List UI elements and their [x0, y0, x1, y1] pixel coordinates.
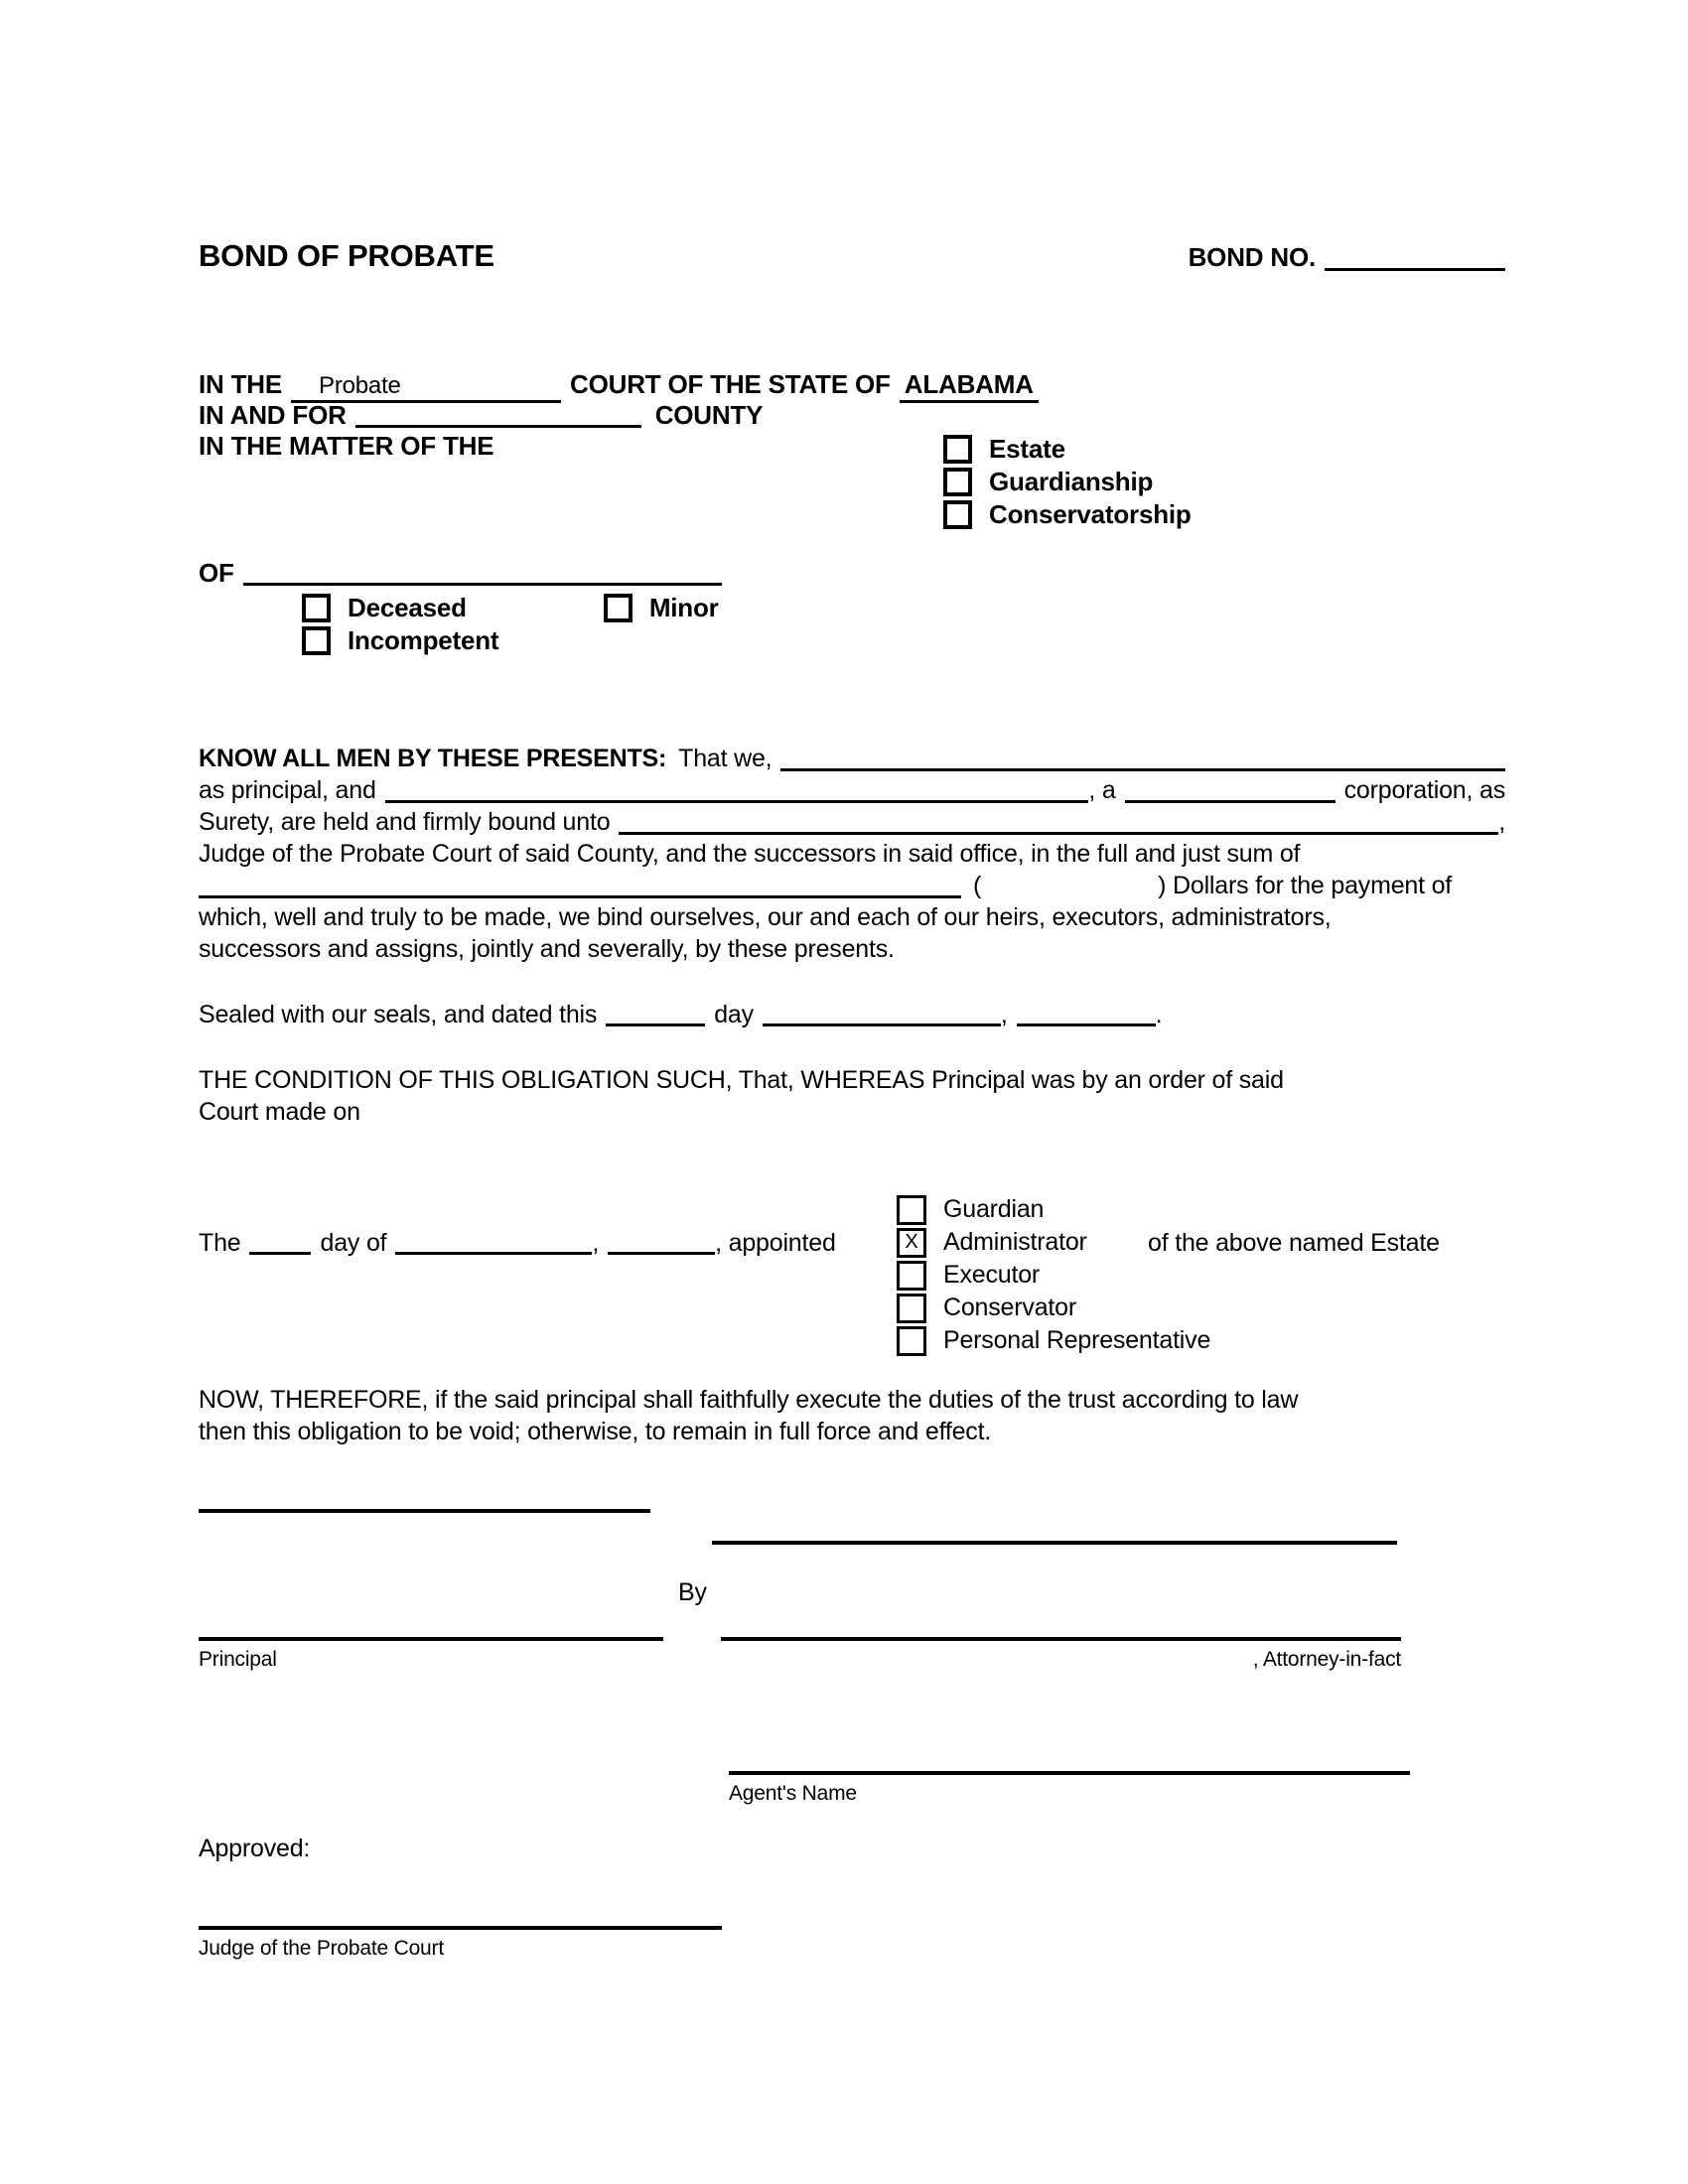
header: [199, 238, 1505, 274]
status-options: [302, 592, 719, 657]
status-row-1: [302, 592, 719, 624]
agent-name-label: Agent's Name: [729, 1782, 857, 1805]
role-option-guardian: [897, 1193, 1210, 1226]
oath-line-5: [199, 870, 1505, 901]
county-blank[interactable]: [355, 406, 641, 428]
oath-line-1: [199, 743, 1505, 774]
condition-paragraph: [199, 1064, 1505, 1128]
oath-line-4: Judge of the Probate Court of said County, and the successors in said office, in the full and just sum of: [199, 840, 1301, 868]
bound-unto-text: Surety, are held and firmly bound unto: [199, 808, 611, 836]
principal-name-blank[interactable]: [780, 750, 1505, 771]
status-option-minor: [604, 592, 719, 624]
matter-label: IN THE MATTER OF THE: [199, 431, 494, 461]
deceased-label: Deceased: [348, 593, 467, 622]
matter-option-guardianship: [943, 466, 1192, 498]
day-of-text: day of: [320, 1229, 387, 1257]
court-line-3: [199, 431, 493, 462]
incompetent-checkbox[interactable]: [302, 626, 331, 655]
day-text: day: [714, 1001, 754, 1028]
incompetent-label: Incompetent: [348, 625, 499, 655]
appointed-date-line: [199, 1229, 836, 1258]
guardianship-checkbox[interactable]: [943, 468, 972, 496]
of-estate-text: of the above named Estate: [1148, 1229, 1440, 1257]
form-title: BOND OF PROBATE: [199, 238, 494, 273]
subject-line: [199, 558, 722, 589]
a-text: , a: [1088, 776, 1116, 804]
matter-options: [943, 433, 1192, 531]
court-name-blank[interactable]: [291, 369, 561, 403]
appointed-month-blank[interactable]: [395, 1233, 592, 1255]
role-option-executor: [897, 1259, 1210, 1292]
guardian-checkbox[interactable]: [897, 1195, 926, 1225]
attorney-label: , Attorney-in-fact: [1252, 1648, 1401, 1671]
bond-no-label: BOND NO.: [1188, 242, 1316, 272]
surety-company-signature-line[interactable]: [712, 1541, 1397, 1545]
estate-label: Estate: [989, 434, 1065, 464]
that-we-text: That we,: [678, 745, 773, 772]
oath-paragraph: [199, 743, 1505, 965]
administrator-label: Administrator: [943, 1228, 1087, 1256]
personal-representative-label: Personal Representative: [943, 1326, 1211, 1354]
court-line-2: [199, 400, 763, 431]
line3-comma: ,: [1498, 808, 1505, 836]
agent-name-line[interactable]: [729, 1771, 1410, 1775]
appointed-section: [199, 1193, 1505, 1367]
county-label: COUNTY: [654, 400, 764, 430]
appointed-day-blank[interactable]: [249, 1233, 311, 1255]
surety-name-blank[interactable]: [385, 781, 1089, 803]
court-name-value: Probate: [319, 372, 401, 399]
role-options: [897, 1193, 1210, 1357]
approved-label: Approved:: [199, 1835, 311, 1862]
role-option-personal-representative: [897, 1324, 1210, 1357]
seal-month-blank[interactable]: [763, 1005, 1001, 1026]
state-value: ALABAMA: [900, 369, 1039, 403]
in-and-for-label: IN AND FOR: [199, 400, 347, 430]
by-label: By: [678, 1578, 707, 1606]
corporation-type-blank[interactable]: [1125, 781, 1336, 803]
administrator-checkbox[interactable]: X: [897, 1228, 926, 1258]
executor-label: Executor: [943, 1261, 1041, 1289]
therefore-line-2: then this obligation to be void; otherwise, to remain in full force and effect.: [199, 1418, 992, 1445]
conservator-checkbox[interactable]: [897, 1294, 926, 1323]
sum-words-blank[interactable]: [199, 877, 961, 898]
oath-line-2: [199, 774, 1505, 806]
status-option-incompetent: [302, 624, 719, 657]
therefore-paragraph: [199, 1384, 1505, 1447]
attorney-signature-line[interactable]: [721, 1637, 1401, 1641]
oath-line-3: [199, 806, 1505, 838]
therefore-line-1: NOW, THEREFORE, if the said principal shall faithfully execute the duties of the trust according to law: [199, 1386, 1299, 1414]
judge-name-blank[interactable]: [619, 813, 1498, 835]
minor-checkbox[interactable]: [604, 594, 633, 622]
guardianship-label: Guardianship: [989, 467, 1154, 496]
seal-year-blank[interactable]: [1017, 1005, 1156, 1026]
judge-label: Judge of the Probate Court: [199, 1937, 444, 1960]
in-the-label: IN THE: [199, 369, 283, 399]
role-option-conservator: [897, 1292, 1210, 1324]
sealed-text: Sealed with our seals, and dated this: [199, 1001, 598, 1028]
court-line-1: [199, 369, 1039, 403]
matter-option-estate: [943, 433, 1192, 466]
sealed-line: [199, 1001, 1162, 1029]
as-principal-text: as principal, and: [199, 776, 376, 804]
judge-signature-line[interactable]: [199, 1926, 722, 1930]
oath-line-6: which, well and truly to be made, we bind ourselves, our and each of our heirs, executors, administrators,: [199, 903, 1332, 931]
executor-checkbox[interactable]: [897, 1261, 926, 1291]
principal-upper-signature-line[interactable]: [199, 1509, 650, 1513]
guardian-label: Guardian: [943, 1195, 1045, 1223]
principal-label: Principal: [199, 1648, 277, 1671]
seal-comma: ,: [1000, 1001, 1008, 1028]
court-rest-label: COURT OF THE STATE OF: [570, 369, 891, 399]
minor-label: Minor: [648, 593, 719, 622]
bond-no-blank[interactable]: [1325, 249, 1505, 271]
dollars-text: ) Dollars for the payment of: [1158, 872, 1453, 899]
status-option-deceased: [302, 592, 467, 624]
open-paren: (: [973, 872, 982, 899]
principal-signature-line[interactable]: [199, 1637, 663, 1641]
seal-day-blank[interactable]: [606, 1005, 705, 1026]
subject-name-blank[interactable]: [243, 564, 722, 586]
of-label: OF: [199, 558, 234, 588]
presents-heading: KNOW ALL MEN BY THESE PRESENTS:: [199, 745, 667, 772]
deceased-checkbox[interactable]: [302, 594, 331, 622]
condition-line-1: THE CONDITION OF THIS OBLIGATION SUCH, That, WHEREAS Principal was by an order of said: [199, 1066, 1284, 1094]
estate-checkbox[interactable]: [943, 435, 972, 464]
appointed-comma: ,: [592, 1229, 600, 1257]
conservatorship-checkbox[interactable]: [943, 500, 972, 529]
condition-line-2: Court made on: [199, 1098, 360, 1126]
matter-option-conservatorship: [943, 498, 1192, 531]
oath-line-7: successors and assigns, jointly and severally, by these presents.: [199, 935, 895, 963]
personal-representative-checkbox[interactable]: [897, 1326, 926, 1356]
the-text: The: [199, 1229, 241, 1257]
seal-period: .: [1155, 1001, 1163, 1028]
appointed-text: , appointed: [715, 1229, 836, 1257]
conservatorship-label: Conservatorship: [989, 499, 1192, 529]
corporation-text: corporation, as: [1343, 776, 1505, 804]
conservator-label: Conservator: [943, 1294, 1076, 1321]
appointed-year-blank[interactable]: [608, 1233, 715, 1255]
